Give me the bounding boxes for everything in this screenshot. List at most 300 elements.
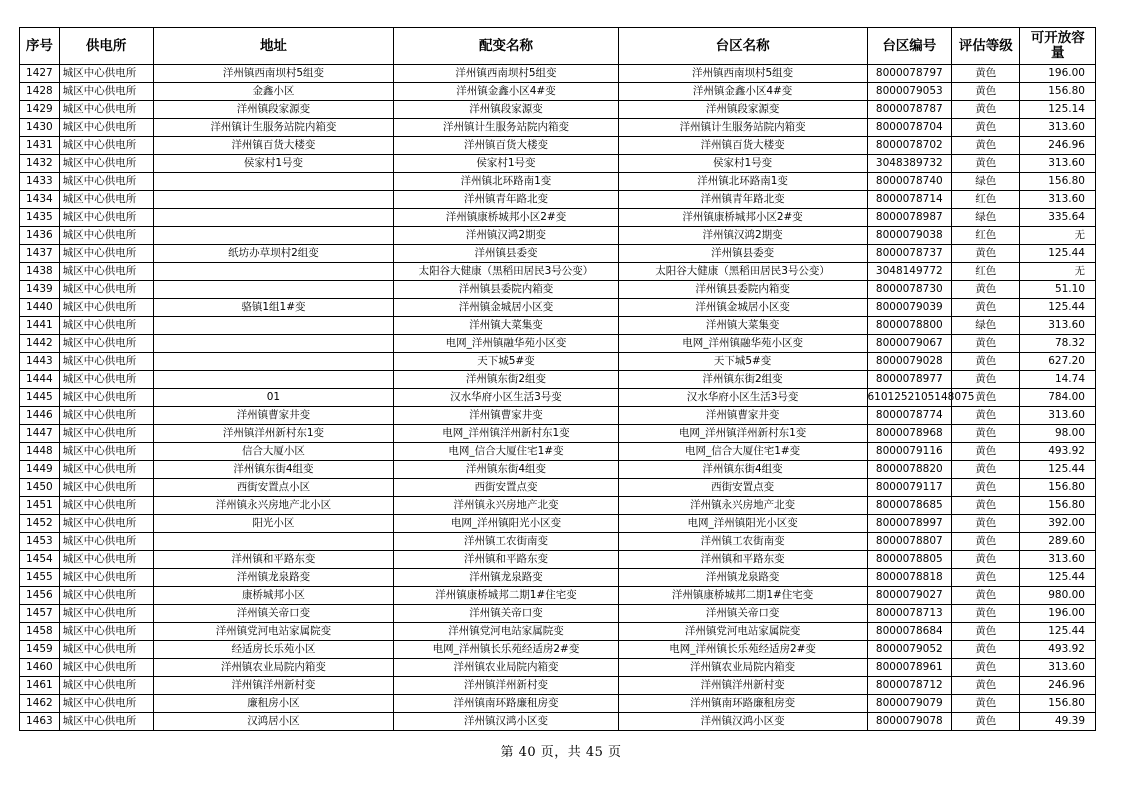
cell-address: 洋州镇洋州新村变 xyxy=(153,677,394,695)
cell-supply: 城区中心供电所 xyxy=(59,479,153,497)
cell-transformer: 洋州镇大菜集变 xyxy=(394,317,618,335)
cell-area-code: 8000078704 xyxy=(867,119,952,137)
cell-capacity: 313.60 xyxy=(1020,155,1096,173)
cell-grade: 黄色 xyxy=(952,479,1020,497)
cell-grade: 黄色 xyxy=(952,83,1020,101)
cell-address: 01 xyxy=(153,389,394,407)
cell-supply: 城区中心供电所 xyxy=(59,119,153,137)
cell-area-code: 3048389732 xyxy=(867,155,952,173)
cell-supply: 城区中心供电所 xyxy=(59,209,153,227)
cell-capacity: 156.80 xyxy=(1020,479,1096,497)
table-row xyxy=(20,389,1096,407)
cell-no: 1452 xyxy=(20,515,60,533)
cell-grade: 黄色 xyxy=(952,587,1020,605)
cell-area-code: 8000078740 xyxy=(867,173,952,191)
cell-area-code: 8000078800 xyxy=(867,317,952,335)
cell-address xyxy=(153,533,394,551)
cell-transformer: 洋州镇县委变 xyxy=(394,245,618,263)
cell-transformer: 侯家村1号变 xyxy=(394,155,618,173)
cell-area-name: 洋州镇青年路北变 xyxy=(618,191,867,209)
cell-area-name: 洋州镇关帝口变 xyxy=(618,605,867,623)
cell-area-name: 洋州镇康桥城邦二期1#住宅变 xyxy=(618,587,867,605)
cell-area-code: 8000078797 xyxy=(867,65,952,83)
cell-transformer: 洋州镇党河电站家属院变 xyxy=(394,623,618,641)
cell-area-code: 8000078713 xyxy=(867,605,952,623)
cell-area-code: 8000079028 xyxy=(867,353,952,371)
cell-address: 洋州镇党河电站家属院变 xyxy=(153,623,394,641)
cell-area-name: 洋州镇金城居小区变 xyxy=(618,299,867,317)
page-footer: 第 40 页，共 45 页 xyxy=(500,745,622,760)
cell-area-name: 洋州镇龙泉路变 xyxy=(618,569,867,587)
cell-capacity: 335.64 xyxy=(1020,209,1096,227)
table-row xyxy=(20,587,1096,605)
cell-area-code: 8000078961 xyxy=(867,659,952,677)
cell-grade: 黄色 xyxy=(952,641,1020,659)
cell-transformer: 洋州镇金城居小区变 xyxy=(394,299,618,317)
cell-supply: 城区中心供电所 xyxy=(59,137,153,155)
table-row xyxy=(20,335,1096,353)
cell-area-name: 洋州镇县委院内箱变 xyxy=(618,281,867,299)
cell-capacity: 125.44 xyxy=(1020,245,1096,263)
header-no: 序号 xyxy=(20,28,60,65)
cell-address: 洋州镇农业局院内箱变 xyxy=(153,659,394,677)
cell-supply: 城区中心供电所 xyxy=(59,317,153,335)
table-row xyxy=(20,65,1096,83)
cell-area-code: 8000078820 xyxy=(867,461,952,479)
cell-transformer: 天下城5#变 xyxy=(394,353,618,371)
cell-address xyxy=(153,353,394,371)
cell-transformer: 电网_洋州镇融华苑小区变 xyxy=(394,335,618,353)
cell-transformer: 洋州镇百货大楼变 xyxy=(394,137,618,155)
cell-grade: 黄色 xyxy=(952,155,1020,173)
cell-area-code: 8000078818 xyxy=(867,569,952,587)
cell-transformer: 电网_洋州镇洋州新村东1变 xyxy=(394,425,618,443)
cell-area-code: 8000079038 xyxy=(867,227,952,245)
cell-area-name: 洋州镇西南坝村5组变 xyxy=(618,65,867,83)
table-row xyxy=(20,407,1096,425)
cell-no: 1433 xyxy=(20,173,60,191)
cell-area-code: 8000078997 xyxy=(867,515,952,533)
cell-no: 1457 xyxy=(20,605,60,623)
cell-no: 1456 xyxy=(20,587,60,605)
cell-area-name: 洋州镇党河电站家属院变 xyxy=(618,623,867,641)
cell-area-code: 8000079079 xyxy=(867,695,952,713)
cell-no: 1427 xyxy=(20,65,60,83)
table-row xyxy=(20,173,1096,191)
cell-area-name: 洋州镇北环路南1变 xyxy=(618,173,867,191)
cell-transformer: 洋州镇和平路东变 xyxy=(394,551,618,569)
cell-supply: 城区中心供电所 xyxy=(59,587,153,605)
cell-address: 洋州镇龙泉路变 xyxy=(153,569,394,587)
cell-no: 1429 xyxy=(20,101,60,119)
table-row xyxy=(20,191,1096,209)
cell-capacity: 无 xyxy=(1020,227,1096,245)
cell-supply: 城区中心供电所 xyxy=(59,569,153,587)
cell-area-name: 洋州镇永兴房地产北变 xyxy=(618,497,867,515)
cell-area-code: 8000078714 xyxy=(867,191,952,209)
table-row xyxy=(20,479,1096,497)
table-row xyxy=(20,551,1096,569)
cell-capacity: 78.32 xyxy=(1020,335,1096,353)
cell-supply: 城区中心供电所 xyxy=(59,353,153,371)
cell-supply: 城区中心供电所 xyxy=(59,533,153,551)
cell-capacity: 196.00 xyxy=(1020,65,1096,83)
cell-area-name: 洋州镇计生服务站院内箱变 xyxy=(618,119,867,137)
cell-supply: 城区中心供电所 xyxy=(59,551,153,569)
cell-transformer: 洋州镇东街2组变 xyxy=(394,371,618,389)
cell-address: 洋州镇和平路东变 xyxy=(153,551,394,569)
cell-no: 1443 xyxy=(20,353,60,371)
cell-grade: 红色 xyxy=(952,263,1020,281)
cell-grade: 黄色 xyxy=(952,443,1020,461)
cell-address: 西街安置点小区 xyxy=(153,479,394,497)
header-supply: 供电所 xyxy=(59,28,153,65)
table-row xyxy=(20,515,1096,533)
cell-grade: 黄色 xyxy=(952,677,1020,695)
header-grade: 评估等级 xyxy=(952,28,1020,65)
cell-area-code: 8000079027 xyxy=(867,587,952,605)
cell-no: 1434 xyxy=(20,191,60,209)
cell-transformer: 电网_洋州镇长乐苑经适房2#变 xyxy=(394,641,618,659)
table-row xyxy=(20,209,1096,227)
cell-address xyxy=(153,335,394,353)
cell-area-name: 洋州镇东街4组变 xyxy=(618,461,867,479)
cell-transformer: 洋州镇青年路北变 xyxy=(394,191,618,209)
cell-supply: 城区中心供电所 xyxy=(59,641,153,659)
cell-grade: 黄色 xyxy=(952,389,1020,407)
cell-no: 1437 xyxy=(20,245,60,263)
cell-no: 1460 xyxy=(20,659,60,677)
cell-no: 1432 xyxy=(20,155,60,173)
cell-no: 1444 xyxy=(20,371,60,389)
header-address: 地址 xyxy=(153,28,394,65)
cell-area-name: 洋州镇工农街南变 xyxy=(618,533,867,551)
cell-grade: 黄色 xyxy=(952,65,1020,83)
cell-no: 1440 xyxy=(20,299,60,317)
table-row xyxy=(20,641,1096,659)
cell-grade: 黄色 xyxy=(952,245,1020,263)
cell-supply: 城区中心供电所 xyxy=(59,173,153,191)
cell-supply: 城区中心供电所 xyxy=(59,695,153,713)
cell-capacity: 313.60 xyxy=(1020,551,1096,569)
cell-area-code: 8000079078 xyxy=(867,713,952,731)
cell-grade: 黄色 xyxy=(952,515,1020,533)
cell-supply: 城区中心供电所 xyxy=(59,659,153,677)
cell-supply: 城区中心供电所 xyxy=(59,497,153,515)
cell-transformer: 洋州镇段家源变 xyxy=(394,101,618,119)
cell-capacity: 125.44 xyxy=(1020,569,1096,587)
cell-address: 侯家村1号变 xyxy=(153,155,394,173)
cell-address xyxy=(153,371,394,389)
cell-capacity: 289.60 xyxy=(1020,533,1096,551)
cell-capacity: 313.60 xyxy=(1020,119,1096,137)
cell-area-code: 8000078968 xyxy=(867,425,952,443)
cell-capacity: 493.92 xyxy=(1020,641,1096,659)
cell-no: 1458 xyxy=(20,623,60,641)
cell-address: 汉鸿居小区 xyxy=(153,713,394,731)
table-row xyxy=(20,353,1096,371)
cell-area-name: 电网_洋州镇洋州新村东1变 xyxy=(618,425,867,443)
cell-area-name: 洋州镇汉鸿小区变 xyxy=(618,713,867,731)
header-row xyxy=(20,28,1096,65)
cell-grade: 黄色 xyxy=(952,623,1020,641)
cell-grade: 黄色 xyxy=(952,461,1020,479)
cell-grade: 黄色 xyxy=(952,695,1020,713)
cell-capacity: 784.00 xyxy=(1020,389,1096,407)
cell-address: 洋州镇百货大楼变 xyxy=(153,137,394,155)
cell-address: 洋州镇洋州新村东1变 xyxy=(153,425,394,443)
table-row xyxy=(20,461,1096,479)
cell-supply: 城区中心供电所 xyxy=(59,713,153,731)
table-row xyxy=(20,245,1096,263)
cell-no: 1435 xyxy=(20,209,60,227)
cell-area-name: 洋州镇东街2组变 xyxy=(618,371,867,389)
cell-area-code: 8000078774 xyxy=(867,407,952,425)
cell-area-code: 8000078805 xyxy=(867,551,952,569)
cell-area-code: 8000078987 xyxy=(867,209,952,227)
cell-grade: 黄色 xyxy=(952,299,1020,317)
cell-transformer: 汉水华府小区生活3号变 xyxy=(394,389,618,407)
cell-grade: 黄色 xyxy=(952,497,1020,515)
cell-area-name: 洋州镇曹家井变 xyxy=(618,407,867,425)
cell-grade: 红色 xyxy=(952,191,1020,209)
cell-address: 经适房长乐苑小区 xyxy=(153,641,394,659)
table-row xyxy=(20,533,1096,551)
cell-grade: 黄色 xyxy=(952,137,1020,155)
cell-address xyxy=(153,263,394,281)
cell-area-name: 电网_洋州镇融华苑小区变 xyxy=(618,335,867,353)
table-row xyxy=(20,281,1096,299)
cell-area-code: 8000078977 xyxy=(867,371,952,389)
cell-grade: 绿色 xyxy=(952,317,1020,335)
table-row xyxy=(20,659,1096,677)
cell-supply: 城区中心供电所 xyxy=(59,245,153,263)
cell-area-code: 8000078807 xyxy=(867,533,952,551)
cell-supply: 城区中心供电所 xyxy=(59,65,153,83)
cell-area-name: 洋州镇金鑫小区4#变 xyxy=(618,83,867,101)
table-row xyxy=(20,227,1096,245)
cell-no: 1449 xyxy=(20,461,60,479)
cell-grade: 黄色 xyxy=(952,281,1020,299)
cell-address xyxy=(153,281,394,299)
cell-area-code: 8000079053 xyxy=(867,83,952,101)
cell-area-name: 西街安置点变 xyxy=(618,479,867,497)
cell-transformer: 电网_信合大厦住宅1#变 xyxy=(394,443,618,461)
cell-capacity: 493.92 xyxy=(1020,443,1096,461)
cell-capacity: 125.14 xyxy=(1020,101,1096,119)
cell-grade: 黄色 xyxy=(952,551,1020,569)
cell-address: 骆镇1组1#变 xyxy=(153,299,394,317)
cell-capacity: 980.00 xyxy=(1020,587,1096,605)
cell-area-code: 8000078702 xyxy=(867,137,952,155)
cell-address: 纸坊办草坝村2组变 xyxy=(153,245,394,263)
cell-area-name: 洋州镇洋州新村变 xyxy=(618,677,867,695)
cell-area-name: 电网_信合大厦住宅1#变 xyxy=(618,443,867,461)
cell-no: 1459 xyxy=(20,641,60,659)
cell-area-name: 洋州镇农业局院内箱变 xyxy=(618,659,867,677)
cell-no: 1463 xyxy=(20,713,60,731)
cell-capacity: 156.80 xyxy=(1020,695,1096,713)
cell-area-code: 8000078787 xyxy=(867,101,952,119)
cell-no: 1447 xyxy=(20,425,60,443)
table-row xyxy=(20,299,1096,317)
cell-area-name: 洋州镇县委变 xyxy=(618,245,867,263)
cell-no: 1450 xyxy=(20,479,60,497)
cell-supply: 城区中心供电所 xyxy=(59,407,153,425)
cell-address: 信合大厦小区 xyxy=(153,443,394,461)
cell-area-code: 8000079039 xyxy=(867,299,952,317)
cell-area-code: 8000079117 xyxy=(867,479,952,497)
cell-transformer: 洋州镇金鑫小区4#变 xyxy=(394,83,618,101)
cell-capacity: 49.39 xyxy=(1020,713,1096,731)
cell-address: 洋州镇计生服务站院内箱变 xyxy=(153,119,394,137)
cell-grade: 黄色 xyxy=(952,119,1020,137)
cell-transformer: 洋州镇汉鸿小区变 xyxy=(394,713,618,731)
cell-no: 1455 xyxy=(20,569,60,587)
cell-grade: 黄色 xyxy=(952,371,1020,389)
cell-capacity: 313.60 xyxy=(1020,191,1096,209)
table-row xyxy=(20,605,1096,623)
cell-grade: 黄色 xyxy=(952,353,1020,371)
cell-transformer: 洋州镇工农街南变 xyxy=(394,533,618,551)
header-capacity: 可开放容量 xyxy=(1020,28,1096,65)
cell-no: 1454 xyxy=(20,551,60,569)
table-row xyxy=(20,371,1096,389)
cell-transformer: 洋州镇西南坝村5组变 xyxy=(394,65,618,83)
cell-supply: 城区中心供电所 xyxy=(59,389,153,407)
cell-no: 1462 xyxy=(20,695,60,713)
cell-transformer: 西街安置点变 xyxy=(394,479,618,497)
table-row xyxy=(20,317,1096,335)
cell-transformer: 洋州镇曹家井变 xyxy=(394,407,618,425)
table-row xyxy=(20,137,1096,155)
cell-area-name: 洋州镇南环路廉租房变 xyxy=(618,695,867,713)
cell-area-name: 太阳谷大健康（黑稻田居民3号公变） xyxy=(618,263,867,281)
table-row xyxy=(20,569,1096,587)
cell-area-name: 电网_洋州镇长乐苑经适房2#变 xyxy=(618,641,867,659)
capacity-table xyxy=(19,27,1096,731)
cell-no: 1431 xyxy=(20,137,60,155)
cell-capacity: 156.80 xyxy=(1020,497,1096,515)
cell-grade: 黄色 xyxy=(952,101,1020,119)
cell-transformer: 洋州镇农业局院内箱变 xyxy=(394,659,618,677)
cell-no: 1451 xyxy=(20,497,60,515)
table-row xyxy=(20,443,1096,461)
cell-area-code: 8000079052 xyxy=(867,641,952,659)
cell-address xyxy=(153,209,394,227)
cell-capacity: 196.00 xyxy=(1020,605,1096,623)
cell-area-name: 洋州镇和平路东变 xyxy=(618,551,867,569)
cell-transformer: 电网_洋州镇阳光小区变 xyxy=(394,515,618,533)
cell-grade: 黄色 xyxy=(952,713,1020,731)
cell-capacity: 51.10 xyxy=(1020,281,1096,299)
cell-area-name: 洋州镇百货大楼变 xyxy=(618,137,867,155)
cell-capacity: 14.74 xyxy=(1020,371,1096,389)
cell-supply: 城区中心供电所 xyxy=(59,281,153,299)
cell-address: 洋州镇永兴房地产北小区 xyxy=(153,497,394,515)
cell-area-code: 8000078730 xyxy=(867,281,952,299)
header-area-name: 台区名称 xyxy=(618,28,867,65)
cell-area-name: 洋州镇康桥城邦小区2#变 xyxy=(618,209,867,227)
cell-no: 1430 xyxy=(20,119,60,137)
cell-grade: 绿色 xyxy=(952,209,1020,227)
cell-supply: 城区中心供电所 xyxy=(59,263,153,281)
cell-capacity: 125.44 xyxy=(1020,299,1096,317)
cell-area-name: 电网_洋州镇阳光小区变 xyxy=(618,515,867,533)
cell-capacity: 246.96 xyxy=(1020,677,1096,695)
cell-capacity: 98.00 xyxy=(1020,425,1096,443)
cell-grade: 黄色 xyxy=(952,335,1020,353)
cell-address xyxy=(153,173,394,191)
cell-transformer: 洋州镇关帝口变 xyxy=(394,605,618,623)
table-row xyxy=(20,83,1096,101)
table-row xyxy=(20,713,1096,731)
cell-transformer: 洋州镇洋州新村变 xyxy=(394,677,618,695)
cell-supply: 城区中心供电所 xyxy=(59,605,153,623)
cell-supply: 城区中心供电所 xyxy=(59,425,153,443)
table-row xyxy=(20,101,1096,119)
cell-transformer: 洋州镇龙泉路变 xyxy=(394,569,618,587)
cell-transformer: 太阳谷大健康（黑稻田居民3号公变） xyxy=(394,263,618,281)
cell-no: 1438 xyxy=(20,263,60,281)
cell-capacity: 125.44 xyxy=(1020,623,1096,641)
cell-no: 1428 xyxy=(20,83,60,101)
header-transformer: 配变名称 xyxy=(394,28,618,65)
cell-no: 1442 xyxy=(20,335,60,353)
cell-supply: 城区中心供电所 xyxy=(59,155,153,173)
cell-no: 1446 xyxy=(20,407,60,425)
cell-capacity: 156.80 xyxy=(1020,83,1096,101)
cell-transformer: 洋州镇计生服务站院内箱变 xyxy=(394,119,618,137)
cell-area-code: 8000079116 xyxy=(867,443,952,461)
cell-transformer: 洋州镇南环路廉租房变 xyxy=(394,695,618,713)
cell-supply: 城区中心供电所 xyxy=(59,623,153,641)
cell-transformer: 洋州镇汉鸿2期变 xyxy=(394,227,618,245)
cell-address: 洋州镇关帝口变 xyxy=(153,605,394,623)
cell-capacity: 无 xyxy=(1020,263,1096,281)
cell-capacity: 313.60 xyxy=(1020,659,1096,677)
cell-address: 洋州镇段家源变 xyxy=(153,101,394,119)
cell-transformer: 洋州镇永兴房地产北变 xyxy=(394,497,618,515)
cell-supply: 城区中心供电所 xyxy=(59,83,153,101)
cell-capacity: 313.60 xyxy=(1020,317,1096,335)
cell-supply: 城区中心供电所 xyxy=(59,515,153,533)
cell-grade: 黄色 xyxy=(952,569,1020,587)
cell-area-name: 洋州镇大菜集变 xyxy=(618,317,867,335)
table-row xyxy=(20,497,1096,515)
cell-supply: 城区中心供电所 xyxy=(59,191,153,209)
table-row xyxy=(20,677,1096,695)
table-row xyxy=(20,425,1096,443)
cell-area-name: 侯家村1号变 xyxy=(618,155,867,173)
cell-supply: 城区中心供电所 xyxy=(59,227,153,245)
cell-no: 1453 xyxy=(20,533,60,551)
cell-address: 阳光小区 xyxy=(153,515,394,533)
cell-no: 1436 xyxy=(20,227,60,245)
cell-area-code: 8000078685 xyxy=(867,497,952,515)
table-row xyxy=(20,695,1096,713)
table-row xyxy=(20,119,1096,137)
cell-address: 洋州镇曹家井变 xyxy=(153,407,394,425)
cell-transformer: 洋州镇东街4组变 xyxy=(394,461,618,479)
table-row xyxy=(20,263,1096,281)
cell-address: 康桥城邦小区 xyxy=(153,587,394,605)
cell-area-code: 8000078737 xyxy=(867,245,952,263)
cell-area-code: 8000079067 xyxy=(867,335,952,353)
cell-grade: 黄色 xyxy=(952,605,1020,623)
cell-address: 洋州镇东街4组变 xyxy=(153,461,394,479)
cell-supply: 城区中心供电所 xyxy=(59,299,153,317)
